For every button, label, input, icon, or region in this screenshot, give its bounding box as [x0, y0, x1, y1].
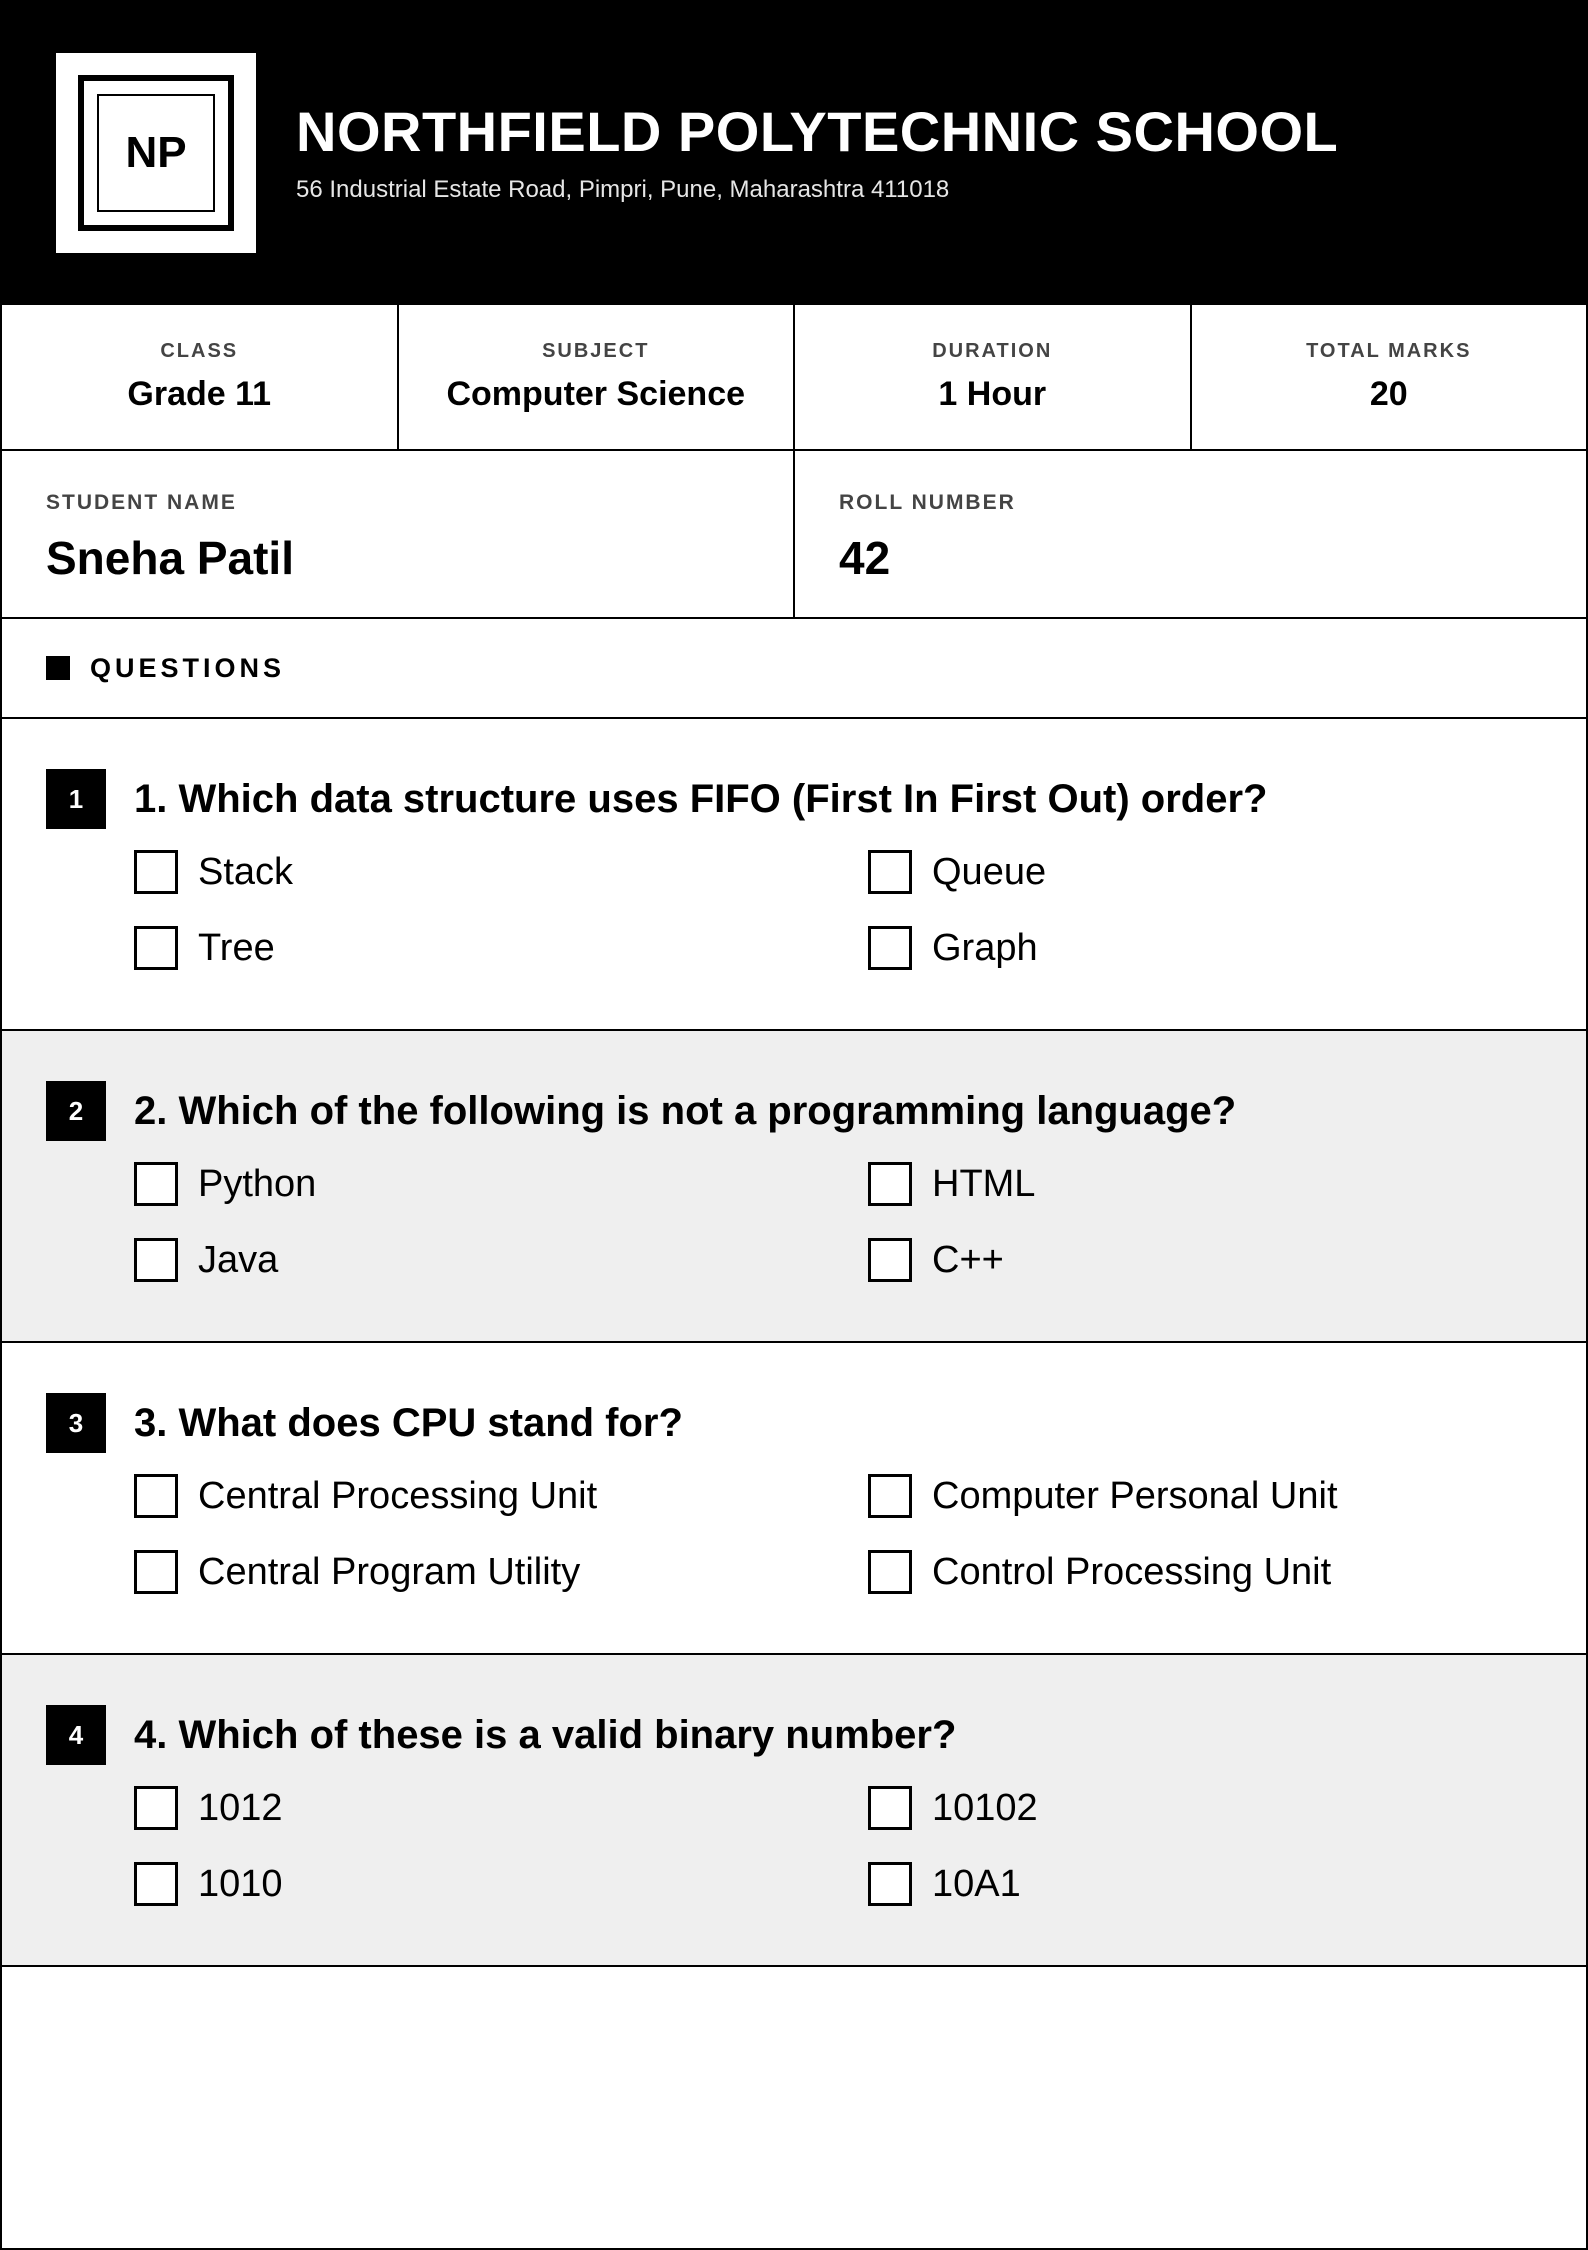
- option[interactable]: [134, 1161, 868, 1207]
- student-details-row: [2, 451, 1586, 619]
- question-block: [2, 1031, 1586, 1343]
- option[interactable]: [868, 1473, 1568, 1519]
- question-block: [2, 719, 1586, 1031]
- school-name: NORTHFIELD POLYTECHNIC SCHOOL: [296, 99, 1339, 163]
- info-value: Grade 11: [127, 375, 272, 413]
- question-number-badge: 3: [46, 1393, 106, 1453]
- info-label: CLASS: [160, 340, 239, 362]
- checkbox[interactable]: [868, 1786, 912, 1830]
- option[interactable]: [868, 1861, 1568, 1907]
- option[interactable]: [868, 1237, 1568, 1283]
- info-duration: [795, 305, 1192, 449]
- checkbox[interactable]: [868, 1162, 912, 1206]
- option[interactable]: [134, 1549, 868, 1595]
- checkbox[interactable]: [134, 1238, 178, 1282]
- question-text: 3. What does CPU stand for?: [134, 1400, 683, 1445]
- option[interactable]: [134, 1473, 868, 1519]
- question-number-badge: 1: [46, 769, 106, 829]
- option[interactable]: [868, 925, 1568, 971]
- option[interactable]: [134, 1861, 868, 1907]
- options-grid: [134, 849, 1586, 971]
- student-name-value: Sneha Patil: [46, 532, 294, 584]
- student-name-field[interactable]: [2, 451, 795, 617]
- exam-info-row: [2, 305, 1586, 451]
- school-address: 56 Industrial Estate Road, Pimpri, Pune, Maharashtra 411018: [296, 176, 950, 204]
- options-grid: [134, 1785, 1586, 1907]
- question-text: 1. Which data structure uses FIFO (First In First Out) order?: [134, 776, 1268, 821]
- question-text: 4. Which of these is a valid binary number?: [134, 1712, 957, 1757]
- checkbox[interactable]: [868, 1550, 912, 1594]
- option-label: 1010: [198, 1862, 283, 1905]
- checkbox[interactable]: [134, 850, 178, 894]
- school-header: [2, 0, 1586, 305]
- option-label: 10102: [932, 1786, 1038, 1829]
- options-grid: [134, 1473, 1586, 1595]
- info-value: 20: [1369, 375, 1408, 413]
- question-number-badge: 4: [46, 1705, 106, 1765]
- checkbox[interactable]: [134, 1786, 178, 1830]
- option[interactable]: [134, 1785, 868, 1831]
- options-grid: [134, 1161, 1586, 1283]
- info-value: Computer Science: [446, 375, 746, 413]
- info-value: 1 Hour: [938, 375, 1047, 413]
- option-label: Stack: [198, 850, 294, 893]
- info-subject: [399, 305, 796, 449]
- option[interactable]: [134, 849, 868, 895]
- option[interactable]: [134, 1237, 868, 1283]
- question-text: 2. Which of the following is not a programming language?: [134, 1088, 1237, 1133]
- section-title: QUESTIONS: [90, 652, 286, 683]
- info-label: TOTAL MARKS: [1306, 340, 1472, 362]
- option-label: Computer Personal Unit: [932, 1474, 1338, 1517]
- logo-monogram: NP: [97, 94, 215, 212]
- checkbox[interactable]: [134, 1862, 178, 1906]
- questions-section-header: [2, 619, 1586, 719]
- student-name-label: STUDENT NAME: [46, 491, 237, 514]
- info-label: SUBJECT: [542, 340, 650, 362]
- option-label: 10A1: [932, 1862, 1021, 1905]
- info-class: [2, 305, 399, 449]
- roll-number-value: 42: [839, 532, 891, 584]
- checkbox[interactable]: [868, 1238, 912, 1282]
- checkbox[interactable]: [868, 1474, 912, 1518]
- checkbox[interactable]: [868, 1862, 912, 1906]
- option-label: Python: [198, 1162, 317, 1205]
- option-label: Tree: [198, 926, 275, 969]
- checkbox[interactable]: [134, 1474, 178, 1518]
- question-number-badge: 2: [46, 1081, 106, 1141]
- option-label: Java: [198, 1238, 279, 1281]
- option-label: Queue: [932, 850, 1047, 893]
- option[interactable]: [868, 849, 1568, 895]
- option[interactable]: [868, 1549, 1568, 1595]
- checkbox[interactable]: [134, 926, 178, 970]
- school-logo: [56, 53, 256, 253]
- info-total-marks: [1192, 305, 1587, 449]
- option-label: Control Processing Unit: [932, 1550, 1332, 1593]
- option-label: Central Program Utility: [198, 1550, 581, 1593]
- checkbox[interactable]: [868, 926, 912, 970]
- option[interactable]: [134, 925, 868, 971]
- option-label: C++: [932, 1238, 1004, 1281]
- option-label: Graph: [932, 926, 1038, 969]
- option-label: Central Processing Unit: [198, 1474, 598, 1517]
- checkbox[interactable]: [868, 850, 912, 894]
- info-label: DURATION: [932, 340, 1053, 362]
- roll-number-label: ROLL NUMBER: [839, 491, 1016, 514]
- checkbox[interactable]: [134, 1162, 178, 1206]
- square-bullet-icon: [46, 656, 70, 680]
- checkbox[interactable]: [134, 1550, 178, 1594]
- option[interactable]: [868, 1785, 1568, 1831]
- option-label: HTML: [932, 1162, 1036, 1205]
- question-block: [2, 1343, 1586, 1655]
- option-label: 1012: [198, 1786, 283, 1829]
- option[interactable]: [868, 1161, 1568, 1207]
- question-block: [2, 1655, 1586, 1967]
- roll-number-field[interactable]: [795, 451, 1586, 617]
